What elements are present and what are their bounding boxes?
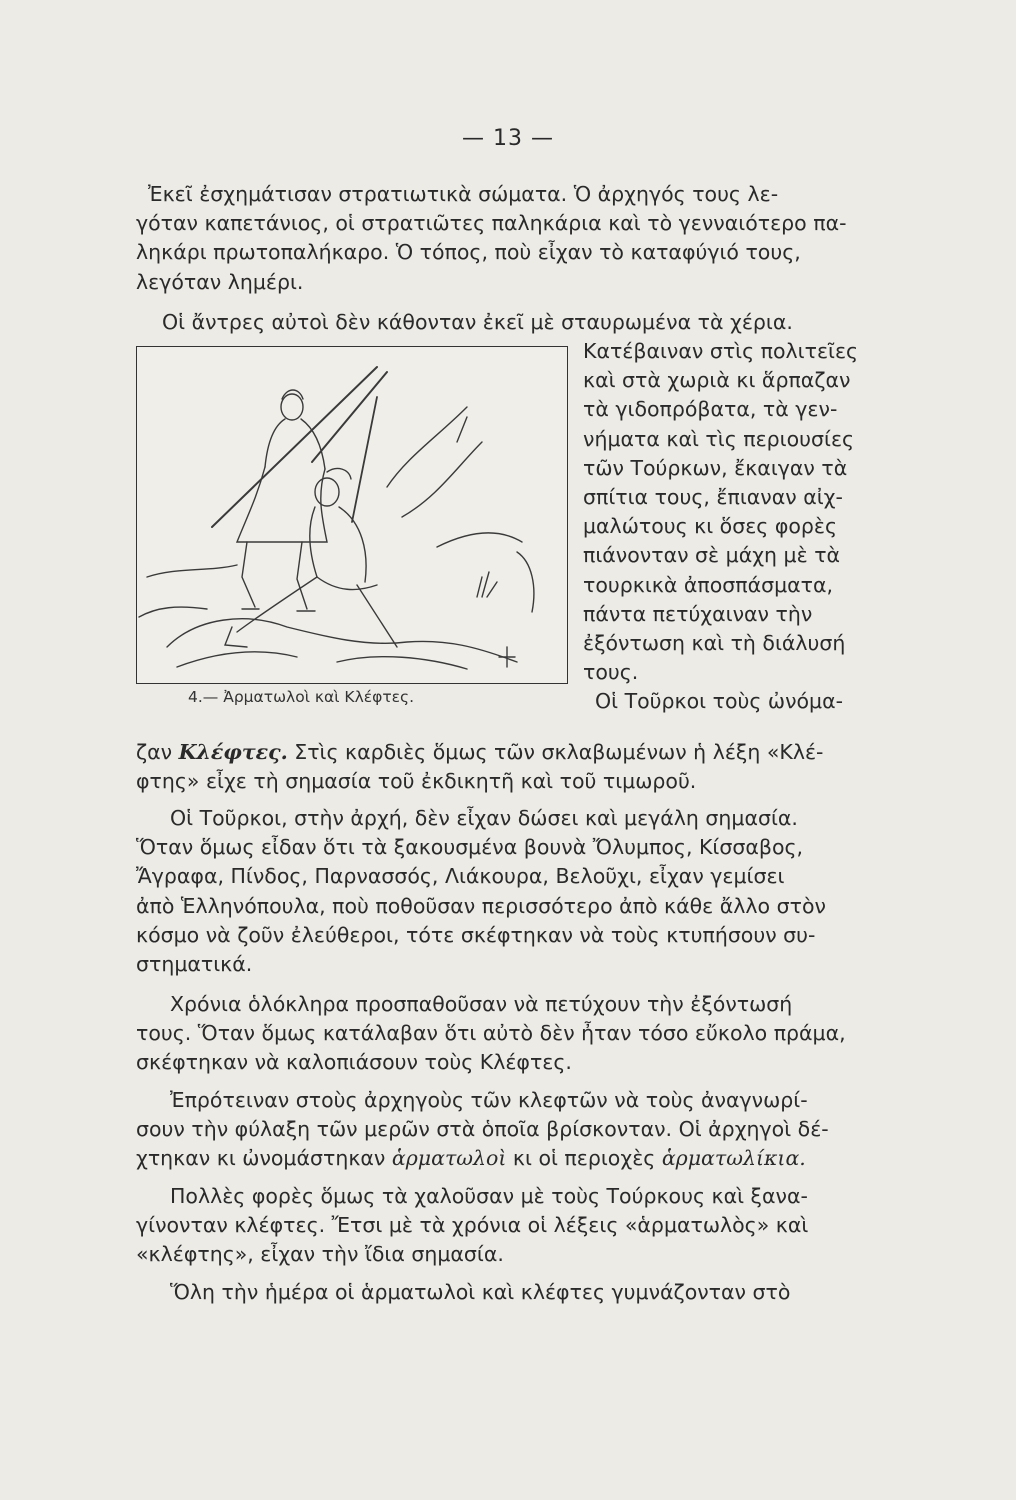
term-klephts: Κλέφτες. (178, 740, 288, 764)
text-line: ἐξόντωση καὶ τὴ διάλυσή (583, 631, 846, 656)
text-line: Ὅλη τὴν ἡμέρα οἱ ἁρματωλοὶ καὶ κλέφτες γυμνάζονταν στὸ (170, 1280, 791, 1304)
paragraph-2-first-line (136, 308, 896, 337)
text-line: τους. Ὅταν ὅμως κατάλαβαν ὅτι αὐτὸ δὲν ἦταν τόσο εὔκολο πράμα, (136, 1021, 846, 1046)
text-line: τουρκικὰ ἀποσπάσματα, (583, 572, 834, 597)
text-line: σπίτια τους, ἔπιαναν αἰχ- (583, 485, 843, 510)
text-line: ἀπὸ Ἑλληνόπουλα, ποὺ ποθοῦσαν περισσότερο ἀπὸ κάθε ἄλλο στὸν (136, 893, 826, 918)
paragraph-7 (136, 1182, 896, 1270)
text-line: Χρόνια ὁλόκληρα προσπαθοῦσαν νὰ πετύχουν τὴν ἐξόντωσή (170, 992, 793, 1016)
text-line: Οἱ ἄντρες αὐτοὶ δὲν κάθονταν ἐκεῖ μὲ σταυρωμένα τὰ χέρια. (162, 310, 793, 334)
text-run: Στὶς καρδιὲς ὅμως τῶν σκλαβωμένων ἡ λέξη «Κλέ- (287, 740, 824, 764)
text-line: Οἱ Τοῦρκοι τοὺς ὠνόμα- (595, 689, 844, 714)
text-line (136, 1144, 896, 1173)
text-line: γίνονταν κλέφτες. Ἔτσι μὲ τὰ χρόνια οἱ λέξεις «ἁρματωλὸς» καὶ (136, 1213, 809, 1238)
text-line: στηματικά. (136, 952, 253, 977)
text-line: πάντα πετύχαιναν τὴν (583, 601, 813, 626)
paragraph-8 (136, 1278, 896, 1307)
text-line: τὰ γιδοπρόβατα, τὰ γεν- (583, 397, 838, 422)
text-line: καὶ στὰ χωριὰ κι ἅρπαζαν (583, 368, 851, 393)
page-number: — 13 — (462, 126, 554, 151)
text-line: τους. (583, 660, 639, 685)
text-line: πιάνονταν σὲ μάχη μὲ τὰ (583, 543, 841, 568)
text-line: λεγόταν λημέρι. (136, 269, 304, 294)
paragraph-5 (136, 990, 896, 1078)
paragraph-6 (136, 1086, 896, 1174)
paragraph-2-wrap (583, 337, 901, 717)
text-line: Ἐπρότειναν στοὺς ἀρχηγοὺς τῶν κλεφτῶν νὰ τοὺς ἀναγνωρί- (170, 1088, 808, 1112)
text-line: Οἱ Τοῦρκοι, στὴν ἀρχή, δὲν εἶχαν δώσει καὶ μεγάλη σημασία. (170, 806, 798, 830)
text-line: φτης» εἶχε τὴ σημασία τοῦ ἐκδικητῆ καὶ τοῦ τιμωροῦ. (136, 769, 697, 794)
text-line: μαλώτους κι ὅσες φορὲς (583, 514, 838, 539)
paragraph-3 (136, 738, 896, 796)
term-armatolikia: ἁρματωλίκια. (661, 1146, 806, 1171)
text-line: νήματα καὶ τὶς περιουσίες (583, 426, 855, 451)
text-line: ληκάρι πρωτοπαλήκαρο. Ὁ τόπος, ποὺ εἶχαν τὸ καταφύγιό τους, (136, 240, 801, 265)
armatoloi-klephts-drawing (137, 347, 567, 683)
paragraph-4 (136, 804, 896, 979)
paragraph-1 (136, 180, 896, 297)
text-line: τῶν Τούρκων, ἔκαιγαν τὰ (583, 455, 848, 480)
figure-illustration (136, 346, 568, 684)
text-line (136, 738, 896, 767)
text-line: «κλέφτης», εἶχαν τὴν ἴδια σημασία. (136, 1242, 504, 1267)
text-line: σκέφτηκαν νὰ καλοπιάσουν τοὺς Κλέφτες. (136, 1050, 572, 1075)
text-line: Πολλὲς φορὲς ὅμως τὰ χαλοῦσαν μὲ τοὺς Τούρκους καὶ ξανα- (170, 1184, 808, 1208)
text-line: Ὅταν ὅμως εἶδαν ὅτι τὰ ξακουσμένα βουνὰ Ὄλυμπος, Κίσσαβος, (136, 835, 804, 860)
figure-caption: 4.— Ἀρματωλοὶ καὶ Κλέφτες. (188, 688, 415, 706)
text-line: Κατέβαιναν στὶς πολιτεῖες (583, 339, 859, 363)
text-run: κι οἱ περιοχὲς (506, 1146, 662, 1171)
text-run: ζαν (136, 740, 179, 764)
term-armatoloi: ἁρματωλοὶ (391, 1146, 507, 1171)
text-line: κόσμο νὰ ζοῦν ἐλεύθεροι, τότε σκέφτηκαν νὰ τοὺς κτυπήσουν συ- (136, 922, 816, 947)
text-line: γόταν καπετάνιος, οἱ στρατιῶτες παληκάρια καὶ τὸ γενναιότερο πα- (136, 211, 847, 236)
text-line: Ἄγραφα, Πίνδος, Παρνασσός, Λιάκουρα, Βελοῦχι, εἶχαν γεμίσει (136, 864, 785, 889)
text-run: χτηκαν κι ὠνομάστηκαν (136, 1146, 392, 1171)
text-line: Ἐκεῖ ἐσχημάτισαν στρατιωτικὰ σώματα. Ὁ ἀρχηγός τους λε- (148, 182, 779, 206)
text-line: σουν τὴν φύλαξη τῶν μερῶν στὰ ὁποῖα βρίσκονταν. Οἱ ἀρχηγοὶ δέ- (136, 1117, 829, 1142)
